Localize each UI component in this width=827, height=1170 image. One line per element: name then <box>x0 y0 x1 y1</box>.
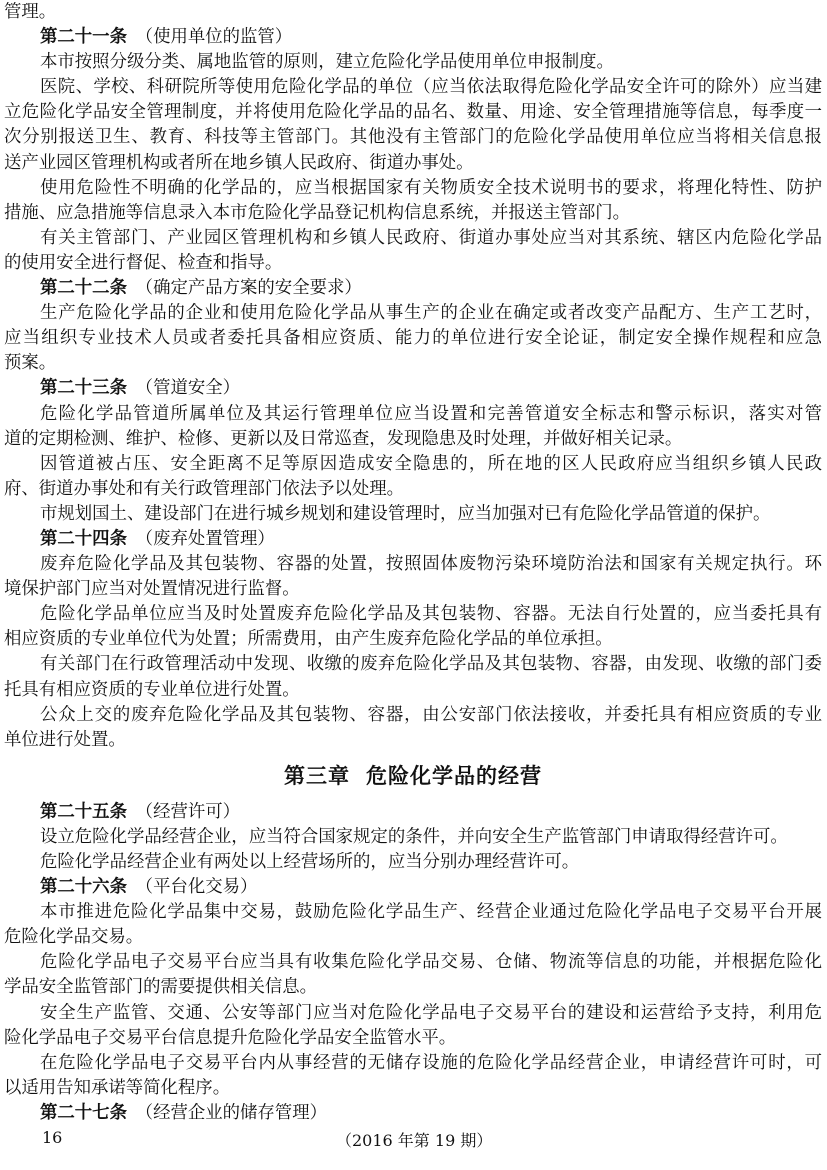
text-line: 应当组织专业技术人员或者委托具备相应资质、能力的单位进行安全论证，制定安全操作规程和应急 <box>4 328 822 349</box>
chapter-name: 危险化学品的经营 <box>366 763 542 788</box>
text-line: 生产危险化学品的企业和使用危险化学品从事生产的企业在确定或者改变产品配方、生产工艺时， <box>40 303 822 324</box>
paragraph <box>4 176 822 226</box>
text-line: 次分别报送卫生、教育、科技等主管部门。其他没有主管部门的危险化学品使用单位应当将相关信息报 <box>4 127 822 148</box>
text-line: 险化学品电子交易平台信息提升危险化学品安全监管水平。 <box>4 1027 457 1048</box>
article-number: 第二十七条 <box>40 1102 127 1123</box>
text-line: 有关主管部门、产业园区管理机构和乡镇人民政府、街道办事处应当对其系统、辖区内危险化学品 <box>40 227 822 248</box>
text-line: 公众上交的废弃危险化学品及其包装物、容器，由公安部门依法接收，并委托具有相应资质的专业 <box>40 704 822 725</box>
article-caption: （平台化交易） <box>144 877 258 898</box>
paragraph <box>4 602 822 652</box>
text-line: 送产业园区管理机构或者所在地乡镇人民政府、街道办事处。 <box>4 152 474 173</box>
text-line: 单位进行处置。 <box>4 729 126 750</box>
article-number: 第二十六条 <box>40 877 127 898</box>
text-line: 有关部门在行政管理活动中发现、收缴的废弃危险化学品及其包装物、容器，由发现、收缴的部门委 <box>40 654 822 675</box>
paragraph <box>4 226 822 276</box>
article-caption: （经营许可） <box>144 801 241 822</box>
article-heading <box>4 25 822 50</box>
paragraph <box>4 825 822 850</box>
text-line: 在危险化学品电子交易平台内从事经营的无储存设施的危险化学品经营企业，申请经营许可时，可 <box>40 1052 822 1073</box>
page-number: 16 <box>42 1128 63 1147</box>
article-number: 第二十三条 <box>40 378 127 399</box>
text-line: 道的定期检测、维护、检修、更新以及日常巡查，发现隐患及时处理，并做好相关记录。 <box>4 428 683 449</box>
text-line: 托具有相应资质的专业单位进行处置。 <box>4 679 300 700</box>
paragraph <box>4 402 822 452</box>
text-line: 市规划国土、建设部门在进行城乡规划和建设管理时，应当加强对已有危险化学品管道的保护。 <box>40 503 771 524</box>
article-caption: （经营企业的储存管理） <box>144 1102 327 1123</box>
paragraph <box>4 1001 822 1051</box>
article-caption: （废弃处置管理） <box>144 528 275 549</box>
text-line: 危险化学品经营企业有两处以上经营场所的，应当分别办理经营许可。 <box>40 852 580 872</box>
issue-label: （2016 年第 19 期） <box>336 1131 493 1150</box>
paragraph <box>4 950 822 1000</box>
text-line: 危险化学品电子交易平台应当具有收集危险化学品交易、仓储、物流等信息的功能，并根据危险化 <box>40 952 822 973</box>
paragraph <box>4 1051 822 1101</box>
article-heading <box>4 376 822 401</box>
text-line: 府、街道办事处和有关行政管理部门依法予以处理。 <box>4 478 404 499</box>
article-heading <box>4 276 822 301</box>
text-line: 危险化学品单位应当及时处置废弃危险化学品及其包装物、容器。无法自行处置的，应当委托具有 <box>40 604 822 625</box>
article-heading <box>4 875 822 900</box>
paragraph <box>4 452 822 502</box>
article-caption: （管道安全） <box>144 378 241 399</box>
text-line: 废弃危险化学品及其包装物、容器的处置，按照固体废物污染环境防治法和国家有关规定执行。环 <box>40 554 822 575</box>
article-heading <box>4 1101 822 1126</box>
text-line: 医院、学校、科研院所等使用危险化学品的单位（应当依法取得危险化学品安全许可的除外）应当建 <box>40 77 822 98</box>
text-line: 以适用告知承诺等简化程序。 <box>4 1077 231 1098</box>
text-line: 相应资质的专业单位代为处置；所需费用，由产生废弃危险化学品的单位承担。 <box>4 629 613 650</box>
article-caption: （确定产品方案的安全要求） <box>144 278 362 299</box>
paragraph <box>4 900 822 950</box>
article-number: 第二十四条 <box>40 528 127 549</box>
paragraph <box>4 502 822 527</box>
article-number: 第二十五条 <box>40 801 127 822</box>
chapter-title <box>4 753 822 800</box>
paragraph <box>4 50 822 75</box>
article-caption: （使用单位的监管） <box>144 27 293 48</box>
paragraph <box>4 703 822 753</box>
text-line: 管理。 <box>4 2 57 22</box>
text-line: 本市推进危险化学品集中交易，鼓励危险化学品生产、经营企业通过危险化学品电子交易平台开展 <box>40 902 822 923</box>
paragraph <box>4 652 822 702</box>
article-number: 第二十二条 <box>40 278 127 299</box>
text-line: 境保护部门应当对处置情况进行监督。 <box>4 579 300 600</box>
chapter-number: 第三章 <box>284 763 350 788</box>
text-line: 措施、应急措施等信息录入本市危险化学品登记机构信息系统，并报送主管部门。 <box>4 202 631 223</box>
paragraph <box>4 552 822 602</box>
article-heading <box>4 800 822 825</box>
paragraph <box>4 0 822 25</box>
text-line: 使用危险性不明确的化学品的，应当根据国家有关物质安全技术说明书的要求，将理化特性、防护 <box>40 177 822 198</box>
text-line: 的使用安全进行督促、检查和指导。 <box>4 252 283 273</box>
paragraph <box>4 850 822 875</box>
article-heading <box>4 527 822 552</box>
text-line: 预案。 <box>4 353 57 374</box>
text-line: 危险化学品管道所属单位及其运行管理单位应当设置和完善管道安全标志和警示标识，落实对管 <box>40 403 822 424</box>
article-number: 第二十一条 <box>40 27 127 48</box>
text-line: 危险化学品交易。 <box>4 927 144 948</box>
text-line: 安全生产监管、交通、公安等部门应当对危险化学品电子交易平台的建设和运营给予支持，利用危 <box>40 1002 822 1023</box>
document-body <box>4 0 822 1126</box>
text-line: 因管道被占压、安全距离不足等原因造成安全隐患的，所在地的区人民政府应当组织乡镇人民政 <box>40 453 822 474</box>
paragraph <box>4 301 822 376</box>
text-line: 立危险化学品安全管理制度，并将使用危险化学品的品名、数量、用途、安全管理措施等信息，每季度一 <box>4 102 822 123</box>
text-line: 设立危险化学品经营企业，应当符合国家规定的条件，并向安全生产监管部门申请取得经营许可。 <box>40 826 788 847</box>
text-line: 本市按照分级分类、属地监管的原则，建立危险化学品使用单位申报制度。 <box>40 52 614 73</box>
text-line: 学品安全监管部门的需要提供相关信息。 <box>4 977 318 998</box>
paragraph <box>4 75 822 175</box>
